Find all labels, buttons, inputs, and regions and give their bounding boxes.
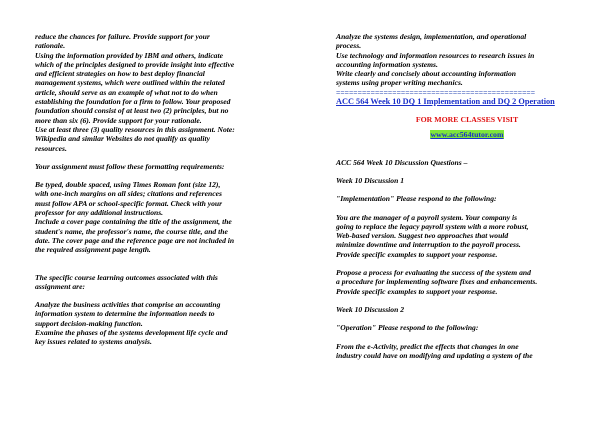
right-para-8 xyxy=(336,323,598,332)
text-line: management systems, which were outlined within the related xyxy=(35,78,225,88)
text-line: date. The cover page and the reference page are not included in xyxy=(35,235,235,245)
text-line: foundation should consist of at least two (2) principles, but no xyxy=(35,106,229,116)
right-para-7 xyxy=(336,305,598,314)
left-column xyxy=(35,32,297,347)
text-line: student's name, the professor's name, the course title, and the xyxy=(35,226,228,236)
title-link[interactable]: ACC 564 Week 10 DQ 1 Implementation and DQ 2 Operation xyxy=(336,97,555,107)
text-line: assignment are: xyxy=(35,281,85,291)
text-line: accounting information systems. xyxy=(336,59,438,69)
promo-text: FOR MORE CLASSES VISIT xyxy=(415,115,519,125)
right-column xyxy=(336,32,598,360)
text-line: Provide specific examples to support your response. xyxy=(336,286,498,296)
right-para-9 xyxy=(336,342,598,361)
left-para-5 xyxy=(35,300,297,346)
text-line: professor for any additional instructions. xyxy=(35,208,164,218)
text-line: with one-inch margins on all sides; citations and references xyxy=(35,189,222,199)
text-line: rationale. xyxy=(35,41,66,51)
right-para-3 xyxy=(336,176,598,185)
text-line: Your assignment must follow these formatting requirements: xyxy=(35,161,225,171)
text-line: Include a cover page containing the title of the assignment, the xyxy=(35,217,232,227)
right-para-1 xyxy=(336,32,598,88)
text-line: You are the manager of a payroll system. Your company is xyxy=(336,212,518,222)
text-line: which of the principles designed to provide insight into effective xyxy=(35,59,235,69)
text-line: reduce the chances for failure. Provide support for your xyxy=(35,32,210,41)
left-para-1 xyxy=(35,32,297,153)
text-line: "Operation" Please respond to the following: xyxy=(336,323,479,333)
text-line: Provide specific examples to support your response. xyxy=(336,249,498,259)
text-line: Wikipedia and similar Websites do not qualify as quality xyxy=(35,134,210,144)
text-line: a procedure for implementing software fixes and enhancements. xyxy=(336,277,538,287)
text-line: and efficient strategies on how to best deploy financial xyxy=(35,69,205,79)
left-para-2 xyxy=(35,162,297,171)
left-para-4 xyxy=(35,273,297,292)
text-line: Web-based version. Suggest two approaches that would xyxy=(336,231,509,241)
text-line: process. xyxy=(336,41,362,51)
left-para-3 xyxy=(35,180,297,254)
right-para-5 xyxy=(336,213,598,259)
right-para-2 xyxy=(336,158,598,167)
text-line: Write clearly and concisely about accounting information xyxy=(336,69,517,79)
text-line: "Implementation" Please respond to the following: xyxy=(336,194,497,204)
separator-rule: ============================================== xyxy=(336,87,536,97)
text-line: Use technology and information resources to research issues in xyxy=(336,50,535,60)
text-line: information system to determine the information needs to xyxy=(35,309,215,319)
text-line: systems using proper writing mechanics. xyxy=(336,78,463,88)
text-line: key issues related to systems analysis. xyxy=(35,337,152,347)
right-para-4 xyxy=(336,194,598,203)
right-para-6 xyxy=(336,268,598,296)
text-line: article, should serve as an example of what not to do when xyxy=(35,87,218,97)
text-line: must follow APA or school-specific format. Check with your xyxy=(35,198,223,208)
promo-site[interactable] xyxy=(336,130,598,139)
text-line: support decision-making function. xyxy=(35,318,143,328)
text-line: establishing the foundation for a firm to follow. Your proposed xyxy=(35,97,231,107)
text-line: Using the information provided by IBM and others, indicate xyxy=(35,50,223,60)
text-line: the required assignment page length. xyxy=(35,245,151,255)
text-line: resources. xyxy=(35,143,67,153)
text-line: Be typed, double spaced, using Times Roman font (size 12), xyxy=(35,180,221,190)
text-line: industry could have on modifying and updating a system of the xyxy=(336,350,533,360)
promo-site-link[interactable]: www.acc564tutor.com xyxy=(430,130,504,140)
text-line: Examine the phases of the systems development life cycle and xyxy=(35,328,228,338)
text-line: Propose a process for evaluating the success of the system and xyxy=(336,268,531,278)
text-line: Analyze the business activities that comprise an accounting xyxy=(35,300,221,310)
text-line: Use at least three (3) quality resources in this assignment. Note: xyxy=(35,124,235,134)
text-line: Analyze the systems design, implementation, and operational xyxy=(336,32,527,41)
text-line: Week 10 Discussion 2 xyxy=(336,304,404,314)
text-line: minimize downtime and interruption to the payroll process. xyxy=(336,240,521,250)
text-line: ACC 564 Week 10 Discussion Questions – xyxy=(336,157,468,167)
text-line: Week 10 Discussion 1 xyxy=(336,175,404,185)
text-line: From the e-Activity, predict the effects that changes in one xyxy=(336,341,519,351)
text-line: The specific course learning outcomes associated with this xyxy=(35,272,218,282)
text-line: going to replace the legacy payroll system with a more robust, xyxy=(336,221,529,231)
text-line: more than six (6). Provide support for your rationale. xyxy=(35,115,202,125)
